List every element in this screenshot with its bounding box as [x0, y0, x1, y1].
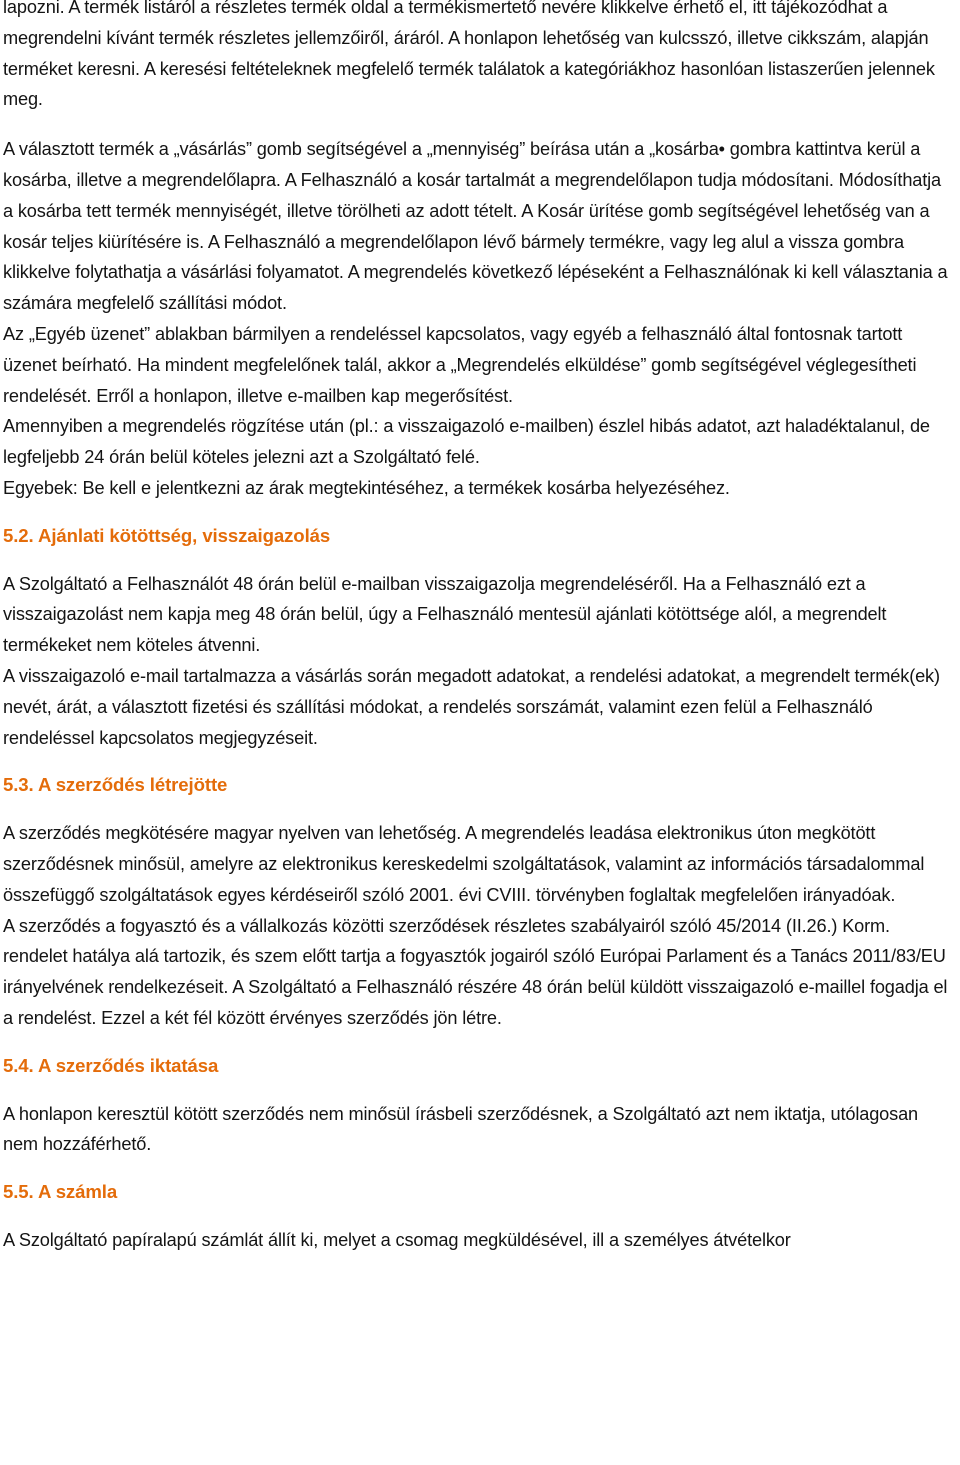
spacer	[3, 552, 955, 569]
document-page	[3, 0, 955, 1256]
spacer	[3, 801, 955, 818]
section-heading-5-5: 5.5. A számla	[3, 1181, 118, 1203]
spacer	[3, 115, 955, 134]
spacer	[3, 504, 955, 521]
spacer	[3, 1034, 955, 1051]
intro-paragraph-2: A választott termék a „vásárlás” gomb segítségével a „mennyiség” beírása után a „kosárba• gombra kattintva kerül a kosárba, illetve a megrendelőlapra. A Felhasználó a kosár tartalmát a megrendelőlapon tudja módosítani. Módosíthatja a kosárba tett termék mennyiségét, illetve törölheti az adott tételt. A Kosár ürítése gomb segítségével lehetőség van a kosár teljes kiürítésére is. A Felhasználó a megrendelőlapon lévő bármely termékre, vagy leg alul a vissza gombra klikkelve folytathatja a vásárlási folyamatot. A megrendelés következő lépéseként a Felhasználónak ki kell választania a számára megfelelő szállítási módot.	[3, 139, 948, 314]
section-heading-5-2: 5.2. Ajánlati kötöttség, visszaigazolás	[3, 524, 331, 546]
section-5-3-paragraph-2: A szerződés a fogyasztó és a vállalkozás közötti szerződések részletes szabályairól szóló 45/2014 (II.26.) Korm. rendelet hatálya alá tartozik, és szem előtt tartja a fogyasztók jogairól szóló Európai Parlament és a Tanács 2011/83/EU irányelvének rendelkezéseit. A Szolgáltató a Felhasználó részére 48 órán belül küldött visszaigazoló e-maillel fogadja el a rendelést. Ezzel a két fél között érvényes szerződés jön létre.	[3, 915, 948, 1028]
section-5-4-paragraph-1: A honlapon keresztül kötött szerződés nem minősül írásbeli szerződésnek, a Szolgáltató azt nem iktatja, utólagosan nem hozzáférhető.	[3, 1103, 919, 1155]
section-5-3-paragraph-1: A szerződés megkötésére magyar nyelven van lehetőség. A megrendelés leadása elektronikus úton megkötött szerződésnek minősül, amelyre az elektronikus kereskedelmi szolgáltatások, valamint az információs társadalommal összefüggő szolgáltatások egyes kérdéseiről szóló 2001. évi CVIII. törvényben foglaltak megfelelően irányadóak.	[3, 823, 925, 905]
spacer	[3, 1082, 955, 1099]
spacer	[3, 1160, 955, 1177]
section-5-5-paragraph-1: A Szolgáltató papíralapú számlát állít ki, melyet a csomag megküldésével, ill a személyes átvételkor	[3, 1229, 791, 1250]
intro-paragraph-5: Egyebek: Be kell e jelentkezni az árak megtekintéséhez, a termékek kosárba helyezéséhez.	[3, 477, 730, 498]
intro-paragraph-4: Amennyiben a megrendelés rögzítése után (pl.: a visszaigazoló e-mailben) észlel hibás adatot, azt haladéktalanul, de legfeljebb 24 órán belül köteles jelezni azt a Szolgáltató felé.	[3, 416, 930, 468]
section-heading-5-3: 5.3. A szerződés létrejötte	[3, 774, 228, 796]
intro-paragraph-3: Az „Egyéb üzenet” ablakban bármilyen a rendeléssel kapcsolatos, vagy egyéb a felhasználó által fontosnak tartott üzenet beírható. Ha mindent megfelelőnek talál, akkor a „Megrendelés elküldése” gomb segítségével véglegesítheti rendelését. Erről a honlapon, illetve e-mailben kap megerősítést.	[3, 323, 917, 406]
section-5-2-paragraph-1: A Szolgáltató a Felhasználót 48 órán belül e-mailban visszaigazolja megrendeléséről. Ha a Felhasználó ezt a visszaigazolást nem kapja meg 48 órán belül, úgy a Felhasználó mentesül ajánlati kötöttsége alól, a megrendelt termékeket nem köteles átvenni.	[3, 573, 887, 656]
spacer	[3, 1208, 955, 1225]
spacer	[3, 753, 955, 770]
intro-paragraph-1: lapozni. A termék listáról a részletes termék oldal a termékismertető nevére klikkelve érhető el, itt tájékozódhat a megrendelni kívánt termék részletes jellemzőiről, áráról. A honlapon lehetőség van kulcsszó, illetve cikkszám, alapján terméket keresni. A keresési feltételeknek megfelelő termék találatok a kategóriákhoz hasonlóan listaszerűen jelennek meg.	[3, 0, 935, 110]
section-5-2-paragraph-2: A visszaigazoló e-mail tartalmazza a vásárlás során megadott adatokat, a rendelési adatokat, a megrendelt termék(ek) nevét, árát, a választott fizetési és szállítási módokat, a rendelés sorszámát, valamint ezen felül a Felhasználó rendeléssel kapcsolatos megjegyzéseit.	[3, 665, 940, 748]
section-heading-5-4: 5.4. A szerződés iktatása	[3, 1054, 219, 1076]
